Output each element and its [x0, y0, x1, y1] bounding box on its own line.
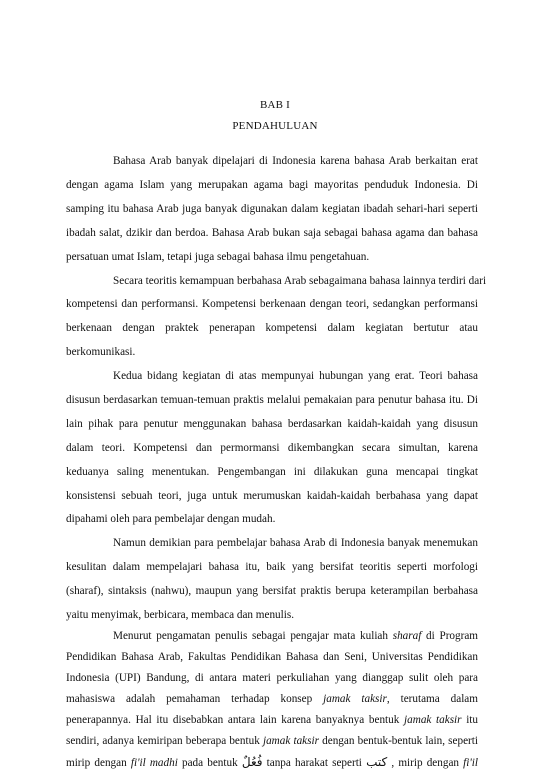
text-line: kompetensi dan performansi. Kompetensi berkenaan dengan teori, sedangkan performansi [66, 298, 478, 310]
text-line [66, 692, 478, 706]
text-line: dipahami oleh para pembelajar dengan mudah. [66, 513, 276, 525]
text-line [66, 734, 478, 748]
text-line: dengan agama Islam yang merupakan agama bagi mayoritas penduduk Indonesia. Di [66, 179, 478, 191]
italic-term: sharaf [392, 630, 422, 642]
text-run: sendiri, adanya kemiripan beberapa bentuk [66, 735, 263, 747]
text-run: di Program [421, 630, 479, 642]
text-line: lain pihak para penutur menggunakan bahasa berdasarkan kaidah-kaidah yang disusun [66, 418, 478, 430]
text-line: konsistensi sebuah teori, juga untuk merumuskan kaidah-kaidah berbahasa yang dapat [66, 490, 478, 502]
italic-term: jamak taksir [323, 693, 387, 705]
chapter-title: PENDAHULUAN [232, 120, 318, 132]
text-line: Indonesia (UPI) Bandung, di antara materi perkuliahan yang dianggap sulit oleh para [66, 672, 478, 684]
italic-term: jamak taksir [404, 714, 462, 726]
text-run: tanpa harakat seperti [262, 757, 367, 769]
text-line: samping itu bahasa Arab juga banyak digunakan dalam kegiatan ibadah sehari-hari seperti [66, 203, 478, 215]
text-run: pada bentuk [177, 757, 242, 769]
text-line: berkenaan dengan praktek penerapan kompetensi dalam kegiatan bertutur atau [66, 322, 478, 334]
text-line [113, 629, 478, 643]
text-run: mahasiswa adalah pemahaman terhadap konsep [66, 693, 324, 705]
text-run: , mirip dengan [387, 757, 464, 769]
text-run: dengan bentuk-bentuk lain, seperti [318, 735, 478, 747]
text-line: kesulitan dalam mempelajari bahasa itu, baik yang bersifat teoritis seperti morfologi [66, 561, 478, 573]
arabic-word: فُعُلٌ [241, 755, 263, 769]
text-run: itu [461, 714, 479, 726]
text-line [66, 713, 478, 727]
text-line: keduanya saling menentukan. Pengembangan ini dilakukan guna mencapai tingkat [66, 466, 478, 478]
text-line: (sharaf), sintaksis (nahwu), maupun yang bersifat praktis berupa keterampilan berbahasa [66, 585, 478, 597]
text-run: Menurut pengamatan penulis sebagai pengajar mata kuliah [113, 630, 393, 642]
italic-term: fi'il madhi [130, 757, 178, 769]
text-line: Kedua bidang kegiatan di atas mempunyai hubungan yang erat. Teori bahasa [113, 370, 478, 382]
italic-term: fi'il [463, 757, 478, 769]
text-line [66, 755, 478, 769]
text-run: penerapannya. Hal itu disebabkan antara lain karena banyaknya bentuk [66, 714, 405, 726]
text-line: yaitu menyimak, berbicara, membaca dan menulis. [66, 609, 295, 621]
text-run: mirip dengan [66, 757, 131, 769]
text-line: berkomunikasi. [66, 346, 136, 358]
text-line: disusun berdasarkan temuan-temuan praktis melalui pemakaian para penutur bahasa itu. Di [66, 394, 478, 406]
text-line: dalam teori. Kompetensi dan permormansi dikembangkan secara simultan, karena [66, 442, 478, 454]
chapter-number: BAB I [259, 99, 291, 111]
text-line: persatuan umat Islam, tetapi juga sebagai bahasa ilmu pengetahuan. [66, 251, 370, 263]
text-line: Namun demikian para pembelajar bahasa Arab di Indonesia banyak menemukan [113, 537, 478, 549]
text-line: Secara teoritis kemampuan berbahasa Arab sebagaimana bahasa lainnya terdiri dari [113, 275, 487, 287]
italic-term: jamak taksir [262, 735, 319, 747]
text-line: ibadah salat, dzikir dan berdoa. Bahasa Arab bukan saja sebagai bahasa agama dan bahasa [66, 227, 478, 239]
text-run: , terutama dalam [386, 693, 478, 705]
text-line: Bahasa Arab banyak dipelajari di Indonesia karena bahasa Arab berkaitan erat [113, 155, 478, 167]
arabic-word: كتب [366, 755, 388, 769]
text-line: Pendidikan Bahasa Arab, Fakultas Pendidikan Bahasa dan Seni, Universitas Pendidikan [66, 651, 478, 663]
